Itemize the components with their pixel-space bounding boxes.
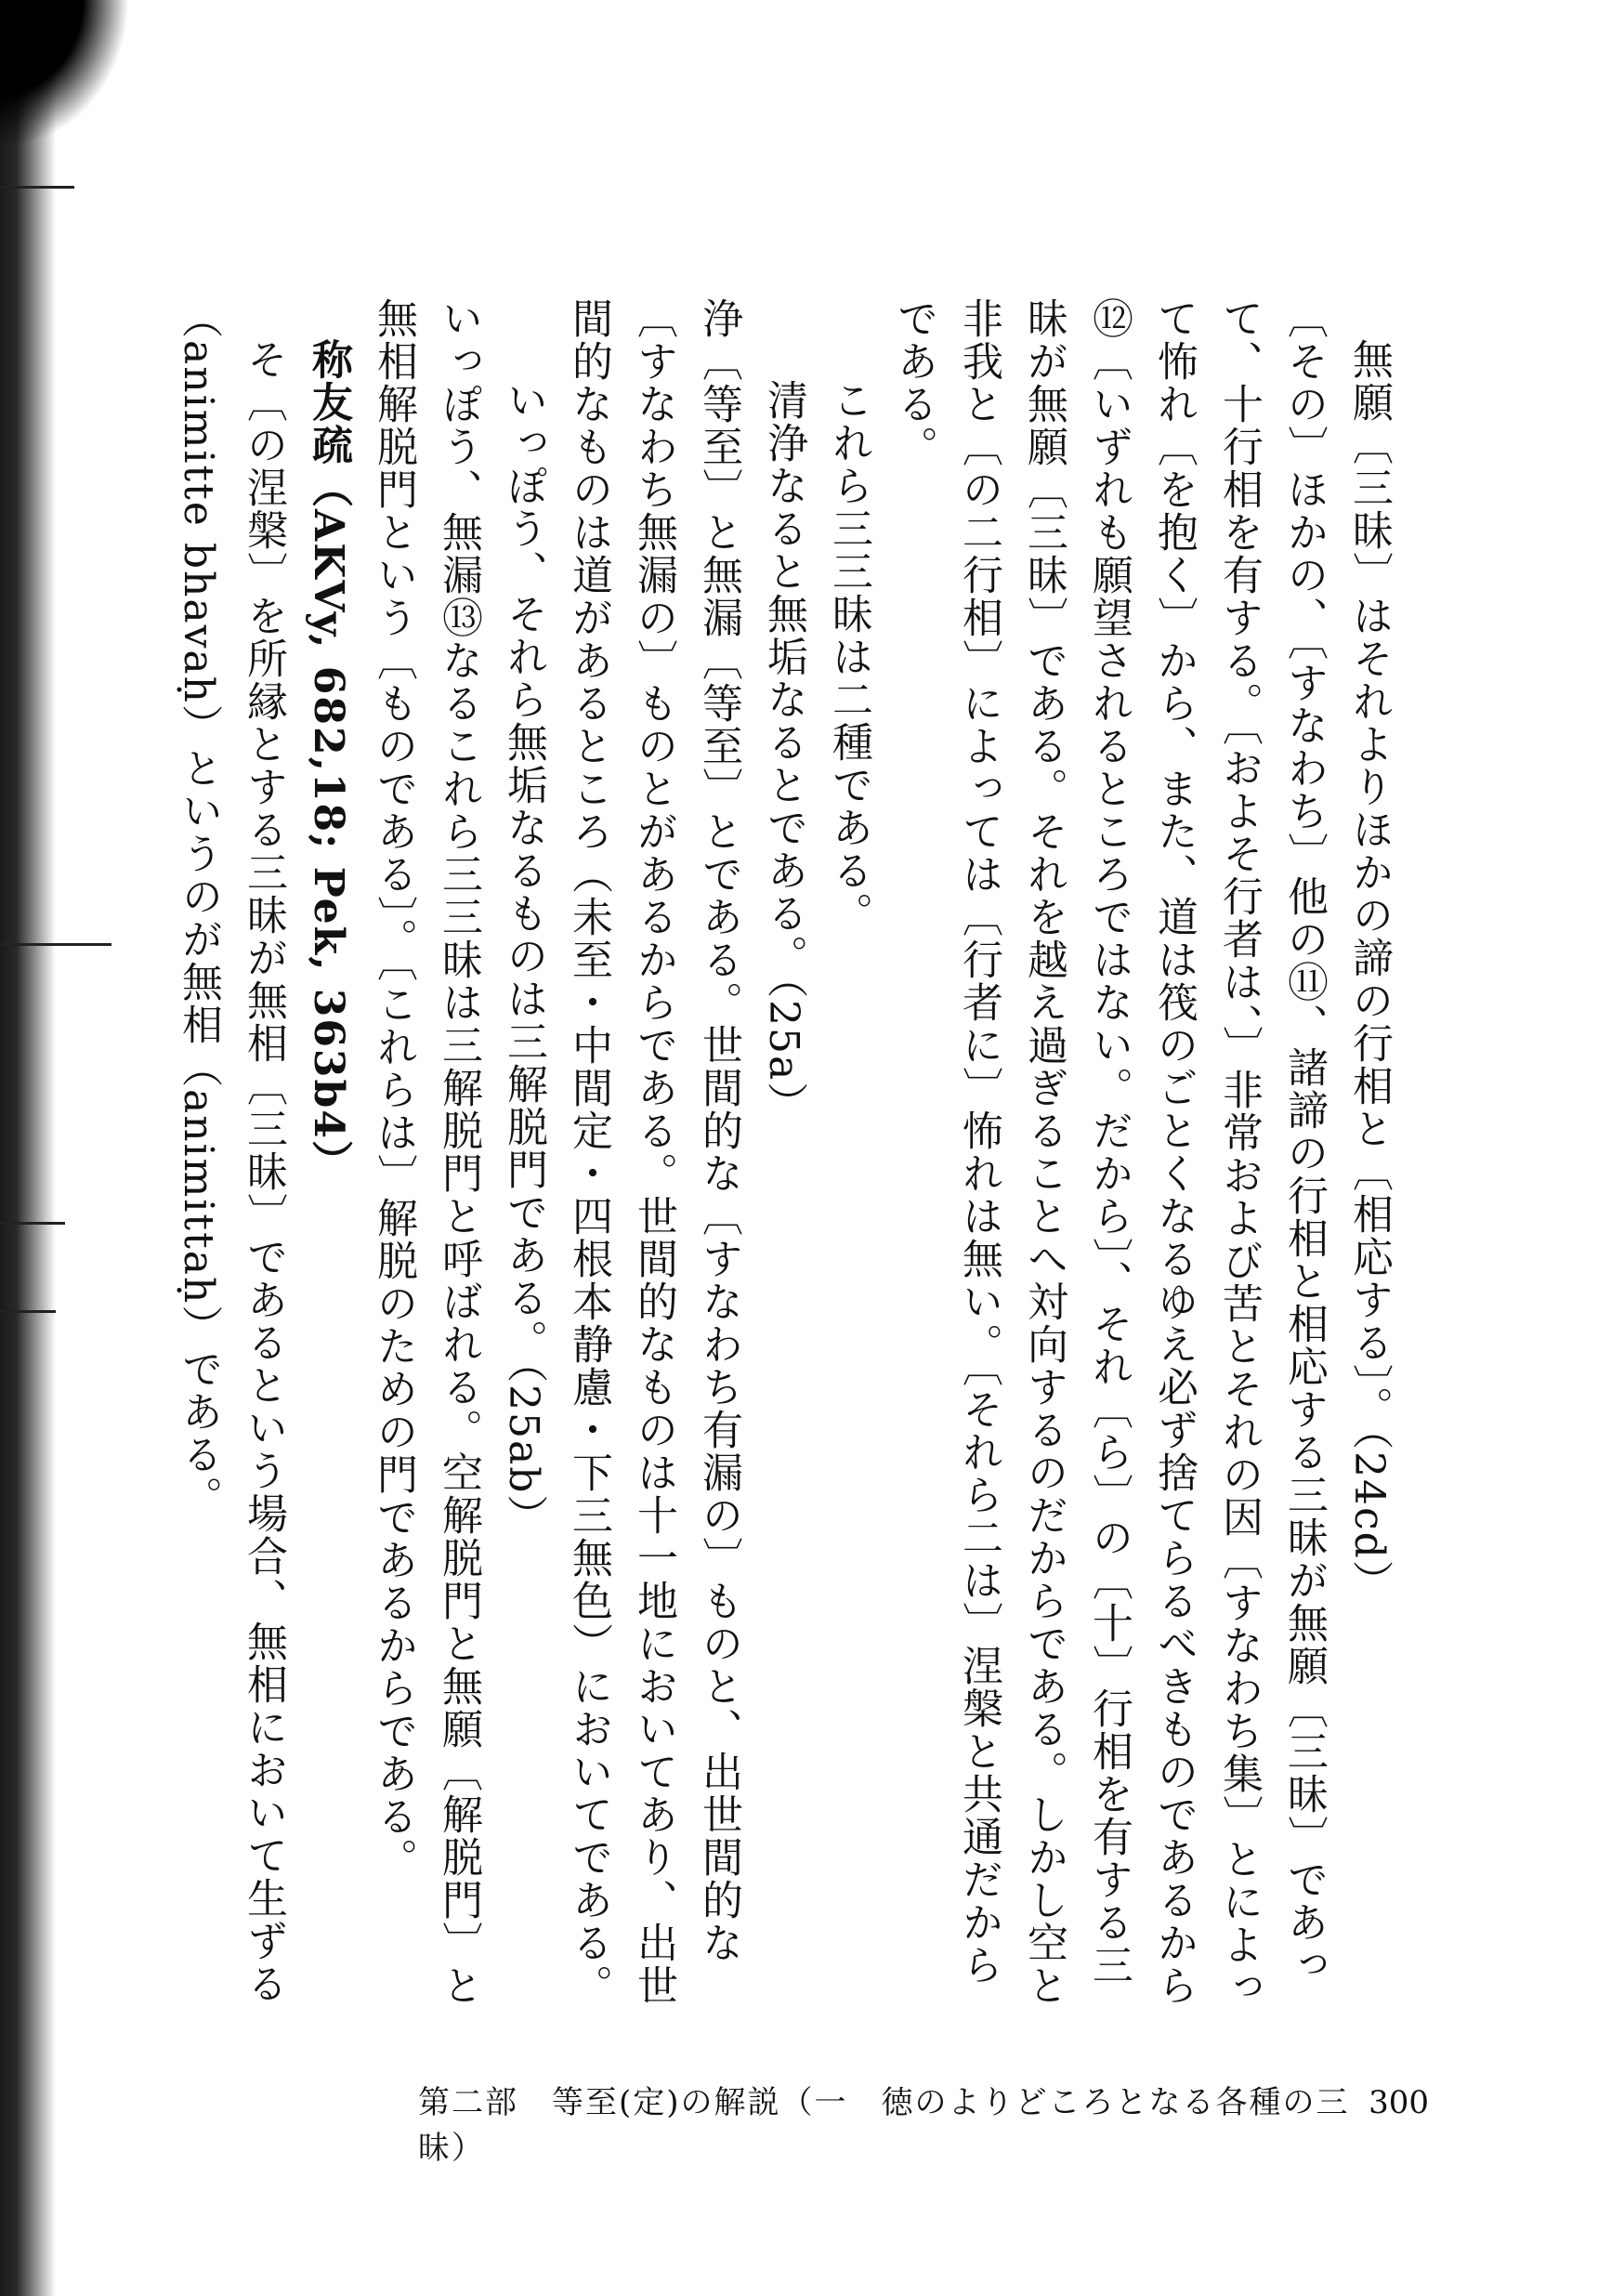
page-footer	[418, 2077, 1429, 2168]
scan-mark	[0, 186, 74, 189]
scan-mark	[0, 943, 111, 946]
verse-25ab: いっぽう、それら無垢なるものは三解脱門である。（25ab）	[500, 379, 547, 1538]
scan-mark	[0, 1310, 56, 1313]
vertical-body-text	[165, 297, 1401, 2016]
commentary-paragraph-2: 浄〔等至〕と無漏〔等至〕とである。世間的な〔すなわち有漏の〕ものと、出世間的な〔すなわち無漏の〕ものとがあるからである。世間的なものは十一地においてあり、出世間的なものは道があるところ（未至・中間定・四根本静慮・下三無色）においてである。	[565, 297, 742, 2007]
commentary-paragraph-1: 〔その〕ほかの、〔すなわち〕他の⑪、諸諦の行相と相応する三昧が無願〔三昧〕であって、十行相を有する。〔およそ行者は、〕非常および苦とそれの因〔すなわち集〕とによって怖れ〔を抱く〕から、また、道は筏のごとくなるゆえ必ず捨てらるべきものであるから⑫〔いずれも願望されるところではない。だから〕、それ〔ら〕の〔十〕行相を有する三昧が無願〔三昧〕である。それを越え過ぎることへ対向するのだからである。しかし空と非我と〔の二行相〕によっては〔行者に〕怖れは無い。〔それら二は〕涅槃と共通だからである。	[890, 297, 1328, 2009]
verse-25a: 清浄なると無垢なるとである。（25a）	[760, 379, 807, 1125]
running-title: 第二部 等至(定)の解説（一 徳のよりどころとなる各種の三昧）	[418, 2084, 1350, 2167]
page-number: 300	[1369, 2084, 1429, 2121]
verse-24cd: 無願〔三昧〕はそれよりほかの諦の行相と〔相応する〕。（24cd）	[1345, 338, 1393, 1603]
scan-mark	[0, 1222, 65, 1225]
section-heading-subcommentary: 称友疏（AKVy, 682,18; Pek, 363b4）	[305, 338, 352, 1183]
scan-edge-shadow	[0, 0, 56, 2296]
commentary-paragraph-3: いっぽう、無漏⑬なるこれら三三昧は三解脱門と呼ばれる。空解脱門と無願〔解脱門〕と無相解脱門という〔ものである〕。〔これらは〕解脱のための門であるからである。	[370, 297, 482, 2007]
scan-corner-shadow	[0, 0, 130, 149]
paragraph-three-samadhi: これら三三昧は二種である。	[825, 379, 872, 935]
subcommentary-paragraph: そ〔の涅槃〕を所縁とする三昧が無相〔三昧〕であるという場合、無相において生ずる（animitte bhavaḥ）というのが無相（animittaḥ）である。	[175, 297, 287, 2005]
